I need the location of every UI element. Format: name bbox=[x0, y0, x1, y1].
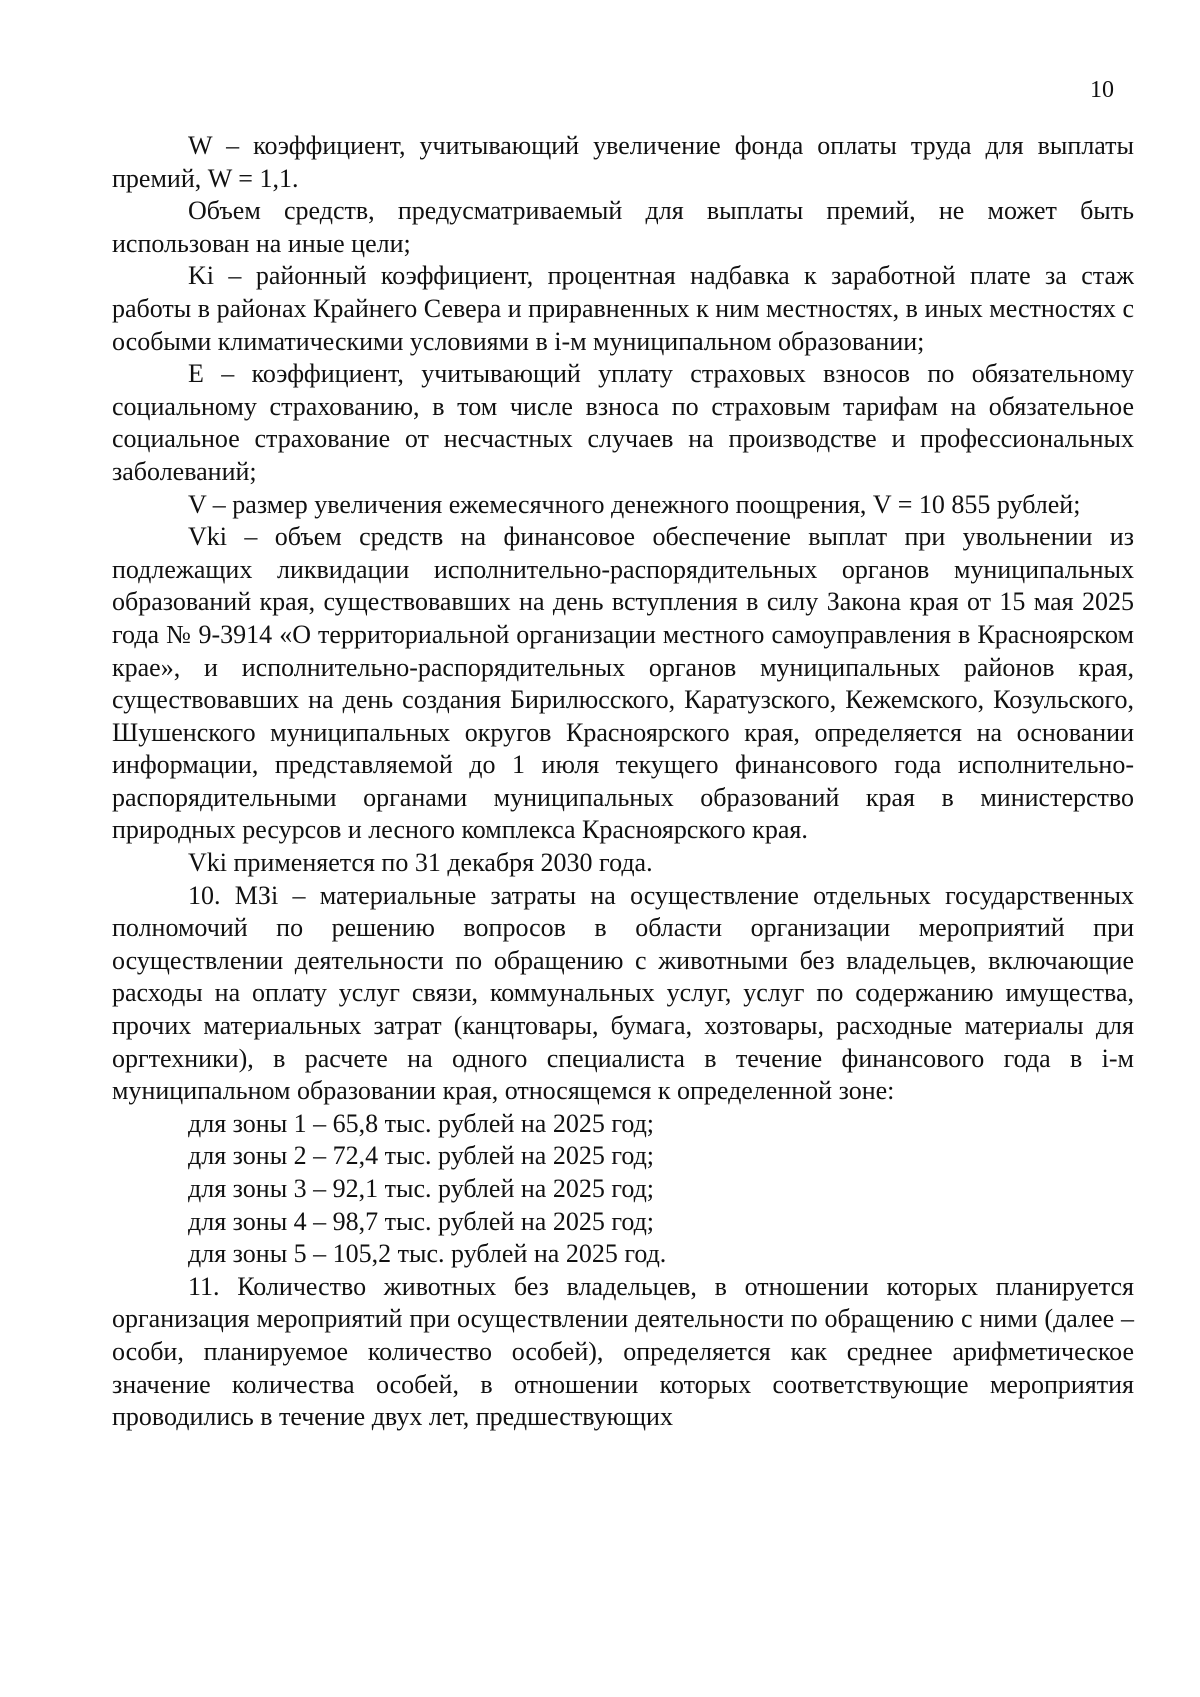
zone-item: для зоны 4 – 98,7 тыс. рублей на 2025 год; bbox=[188, 1206, 655, 1236]
paragraph-item-11: 11. Количество животных без владельцев, в отношении которых планируется организация мероприятий при осуществлении деятельности по обращению с ними (далее – особи, планируемое количество особей), определяется как среднее арифметическое значение количества особей, в отношении которых соответствующие мероприятия проводились в течение двух лет, предшествующих bbox=[112, 1271, 1134, 1432]
paragraph-w-coefficient: W – коэффициент, учитывающий увеличение фонда оплаты труда для выплаты премий, W = 1,1. bbox=[112, 131, 1134, 193]
zone-item: для зоны 1 – 65,8 тыс. рублей на 2025 год; bbox=[188, 1108, 655, 1138]
page-number: 10 bbox=[1090, 77, 1114, 103]
paragraph-bonus-funds: Объем средств, предусматриваемый для выплаты премий, не может быть использован на иные цели; bbox=[112, 196, 1134, 258]
paragraph-e-coefficient: E – коэффициент, учитывающий уплату страховых взносов по обязательному социальному страхованию, в том числе взноса по страховым тарифам на обязательное социальное страхование от несчастных случаев на производстве и профессиональных заболеваний; bbox=[112, 359, 1134, 486]
paragraph-item-10: 10. МЗi – материальные затраты на осуществление отдельных государственных полномочий по решению вопросов в области организации мероприятий при осуществлении деятельности по обращению с животными без владельцев, включающие расходы на оплату услуг связи, коммунальных услуг, услуг по содержанию имущества, прочих материальных затрат (канцтовары, бумага, хозтовары, расходные материалы для оргтехники), в расчете на одного специалиста в течение финансового года в i-м муниципальном образовании края, относящемся к определенной зоне: bbox=[112, 880, 1134, 1106]
paragraph-vki-funds: Vki – объем средств на финансовое обеспечение выплат при увольнении из подлежащих ликвидации исполнительно-распорядительных органов муниципальных образований края, существовавших на день вступления в силу Закона края от 15 мая 2025 года № 9-3914 «О территориальной организации местного самоуправления в Красноярском крае», и исполнительно-распорядительных органов муниципальных районов края, существовавших на день создания Бирилюсского, Каратузского, Кежемского, Козульского, Шушенского муниципальных округов Красноярского края, определяется на основании информации, представляемой до 1 июля текущего финансового года исполнительно-распорядительными органами муниципальных образований края в министерство природных ресурсов и лесного комплекса Красноярского края. bbox=[112, 522, 1134, 845]
paragraph-ki-coefficient: Ki – районный коэффициент, процентная надбавка к заработной плате за стаж работы в районах Крайнего Севера и приравненных к ним местностях, в иных местностях с особыми климатическими условиями в i-м муниципальном образовании; bbox=[112, 261, 1134, 356]
zone-item: для зоны 2 – 72,4 тыс. рублей на 2025 год; bbox=[188, 1141, 655, 1171]
zone-item: для зоны 3 – 92,1 тыс. рублей на 2025 год; bbox=[188, 1174, 655, 1203]
paragraph-vki-period: Vki применяется по 31 декабря 2030 года. bbox=[188, 848, 653, 878]
paragraph-v-size: V – размер увеличения ежемесячного денежного поощрения, V = 10 855 рублей; bbox=[188, 489, 1081, 519]
zone-item: для зоны 5 – 105,2 тыс. рублей на 2025 год. bbox=[188, 1239, 667, 1269]
document-body bbox=[112, 130, 1134, 1434]
